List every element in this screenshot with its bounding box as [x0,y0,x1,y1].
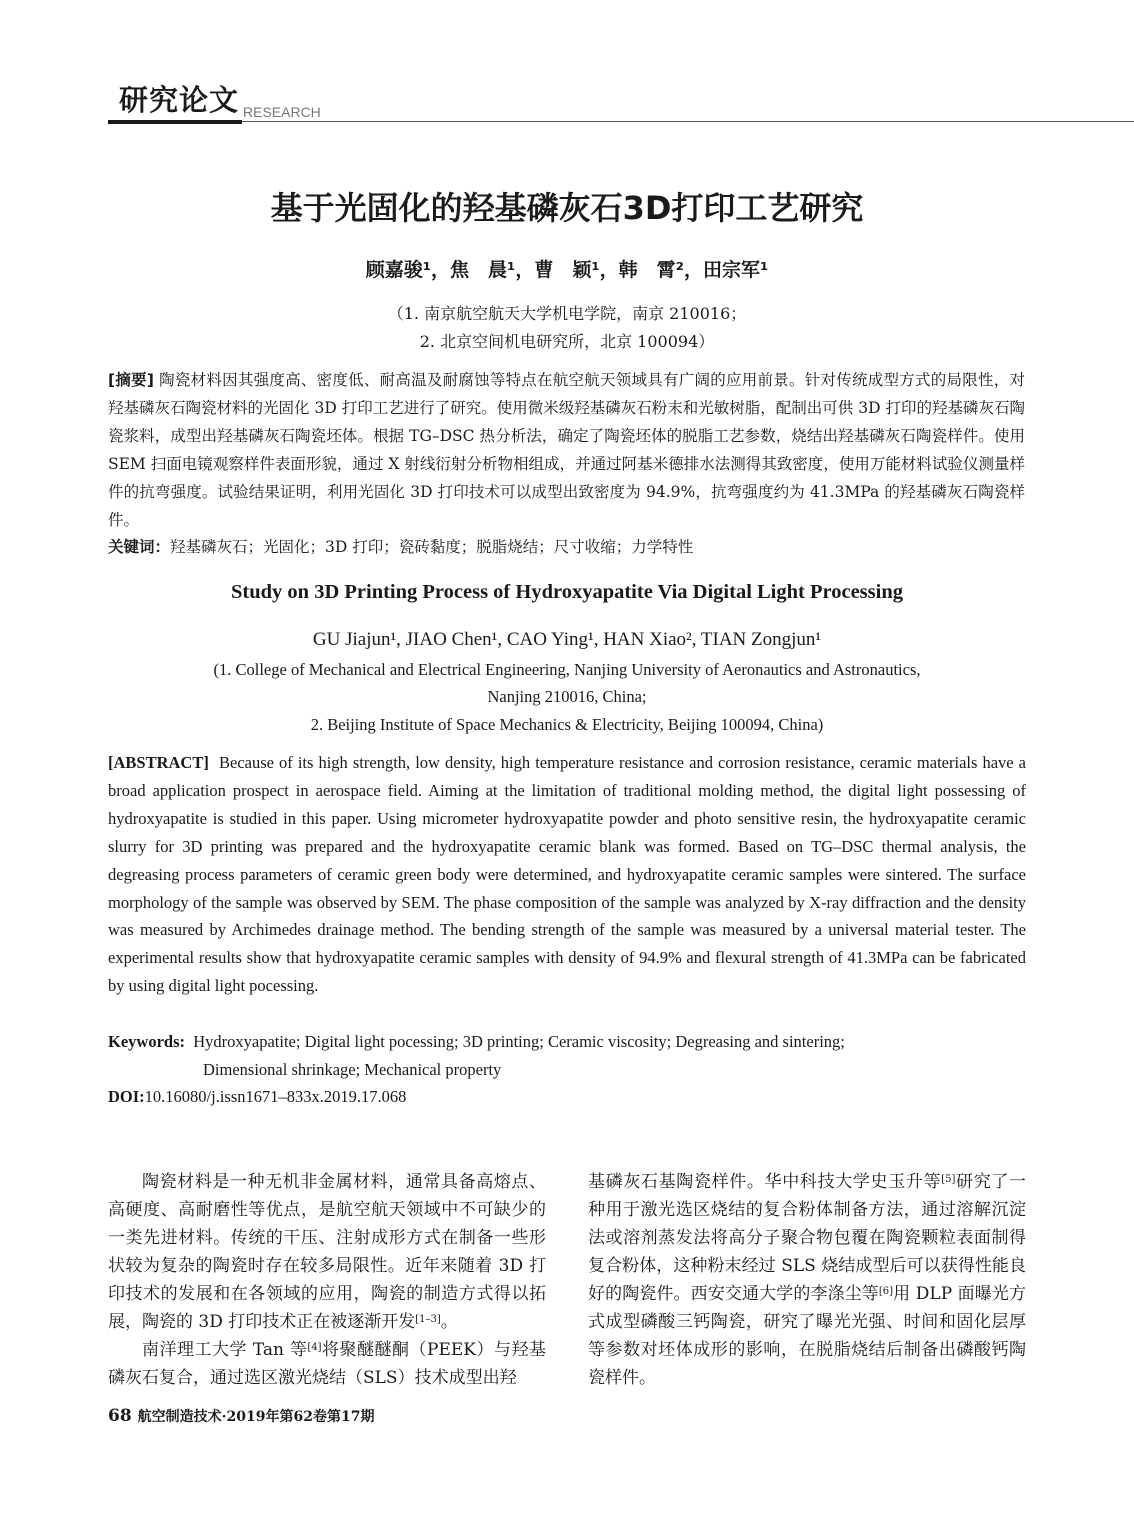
body-text: 南洋理工大学 Tan 等 [142,1340,308,1360]
journal-info: 航空制造技术·2019年第62卷第17期 [137,1409,375,1425]
keywords-en-line-2: Dimensional shrinkage; Mechanical property [203,1059,502,1079]
body-paragraph [108,1336,546,1392]
abstract-cn-text: 陶瓷材料因其强度高、密度低、耐高温及耐腐蚀等特点在航空航天领域具有广阔的应用前景。针对传统成型方式的局限性，对羟基磷灰石陶瓷材料的光固化 3D 打印工艺进行了研究。使用微米级羟基磷灰石粉末和光敏树脂，配制出可供 3D 打印的羟基磷灰石陶瓷浆料，成型出羟基磷灰石陶瓷坯体。根据 TG–DSC 热分析法，确定了陶瓷坯体的脱脂工艺参数，烧结出羟基磷灰石陶瓷样件。使用 SEM 扫面电镜观察样件表面形貌，通过 X 射线衍射分析物相组成，并通过阿基米德排水法测得其致密度，使用万能材料试验仪测量样件的抗弯强度。试验结果证明，利用光固化 3D 打印技术可以成型出致密度为 94.9%，抗弯强度约为 41.3MPa 的羟基磷灰石陶瓷样件。 [108,371,1025,529]
abstract-en-tag: [ABSTRACT] [108,753,209,772]
abstract-en-text: Because of its high strength, low density, high temperature resistance and corrosion resistance, ceramic materials have a broad application prospect in aerospace field. Aiming at the limitation of traditional molding method, the digital light possessing of hydroxyapatite is studied in this paper. Using micrometer hydroxyapatite powder and photo sensitive resin, the hydroxyapatite ceramic slurry for 3D printing was prepared and the hydroxyapatite ceramic blank was formed. Based on TG–DSC thermal analysis, the degreasing process parameters of ceramic green body were determined, and hydroxyapatite ceramic samples were sintered. The surface morphology of the sample was observed by SEM. The phase composition of the sample was analyzed by X-ray diffraction and the density was measured by Archimedes drainage method. The bending strength of the sample was measured by a universal material tester. The experimental results show that hydroxyapatite ceramic samples with density of 94.9% and flexural strength of 41.3MPa can be fabricated by using digital light pocessing. [108,753,1026,996]
citation: [1–3] [415,1314,441,1325]
affiliation-cn-1: （1. 南京航空航天大学机电学院，南京 210016； [387,304,747,323]
abstract-cn-tag: [摘要] [108,371,154,389]
body-text: 陶瓷材料是一种无机非金属材料，通常具备高熔点、高硬度、高耐磨性等优点，是航空航天领域中不可缺少的一类先进材料。传统的干压、注射成形方式在制备一些形状较为复杂的陶瓷时存在较多局限性。近年来随着 3D 打印技术的发展和在各领域的应用，陶瓷的制造方式得以拓展，陶瓷的 3D 打印技术正在被逐渐开发 [108,1172,546,1332]
section-label-en: RESEARCH [243,104,321,120]
body-column-left [108,1168,546,1392]
body-text: 将聚醚醚酮（PEEK）与羟基磷灰石复合，通过选区激光烧结（SLS）技术成型出羟 [108,1340,546,1388]
page-number: 68 [108,1406,132,1426]
author-list-en: GU Jiajun¹, JIAO Chen¹, CAO Ying¹, HAN Xiao², TIAN Zongjun¹ [312,629,822,650]
keywords-en-tag: Keywords: [108,1032,185,1051]
header-rule-thick [108,120,242,124]
body-paragraph [108,1168,546,1336]
keywords-cn-text: 羟基磷灰石；光固化；3D 打印；瓷砖黏度；脱脂烧结；尺寸收缩；力学特性 [170,538,694,556]
citation: [4] [307,1342,322,1353]
section-label: 研究论文 [119,83,240,117]
abstract-cn [108,366,1025,534]
keywords-en [108,1028,1026,1084]
keywords-cn-tag: 关键词： [108,538,171,556]
body-column-right [588,1168,1026,1392]
paper-title-en: Study on 3D Printing Process of Hydroxyapatite Via Digital Light Processing [231,581,903,603]
author-list-cn: 顾嘉骏¹，焦 晨¹，曹 颖¹，韩 霄²，田宗军¹ [365,259,769,281]
citation: [6] [878,1286,894,1297]
paper-title-cn: 基于光固化的羟基磷灰石3D打印工艺研究 [270,189,864,227]
citation: [5] [941,1174,956,1185]
body-text: 基磷灰石基陶瓷样件。华中科技大学史玉升等 [588,1172,942,1192]
body-text: 用 DLP 面曝光方式成型磷酸三钙陶瓷，研究了曝光光强、时间和固化层厚等参数对坯体成形的影响，在脱脂烧结后制备出磷酸钙陶瓷样件。 [588,1284,1027,1388]
affiliation-en-2: Nanjing 210016, China; [487,687,647,706]
keywords-en-line-1 [108,1028,1026,1056]
abstract-en [108,749,1026,1000]
doi-value: 10.16080/j.issn1671–833x.2019.17.068 [144,1087,407,1106]
doi [108,1083,1026,1111]
affiliation-en-3: 2. Beijing Institute of Space Mechanics & Electricity, Beijing 100094, China) [310,715,824,734]
doi-tag: DOI: [108,1087,145,1106]
affiliation-cn-2: 2. 北京空间机电研究所，北京 100094） [419,332,715,351]
header-rule-thin [242,121,1134,122]
keywords-en-text-1: Hydroxyapatite; Digital light pocessing; 3D printing; Ceramic viscosity; Degreasing and sintering; [193,1032,845,1051]
body-paragraph [588,1168,1026,1392]
affiliation-en-1: (1. College of Mechanical and Electrical Engineering, Nanjing University of Aeronautics and Astronautics, [213,660,921,679]
body-text: 研究了一种用于激光选区烧结的复合粉体制备方法，通过溶解沉淀法或溶剂蒸发法将高分子聚合物包覆在陶瓷颗粒表面制得复合粉体，这种粉末经过 SLS 烧结成型后可以获得性能良好的陶瓷件。西安交通大学的李涤尘等 [588,1172,1027,1304]
page-footer [108,1406,374,1426]
body-text: 。 [440,1312,458,1332]
keywords-cn [108,533,1025,561]
